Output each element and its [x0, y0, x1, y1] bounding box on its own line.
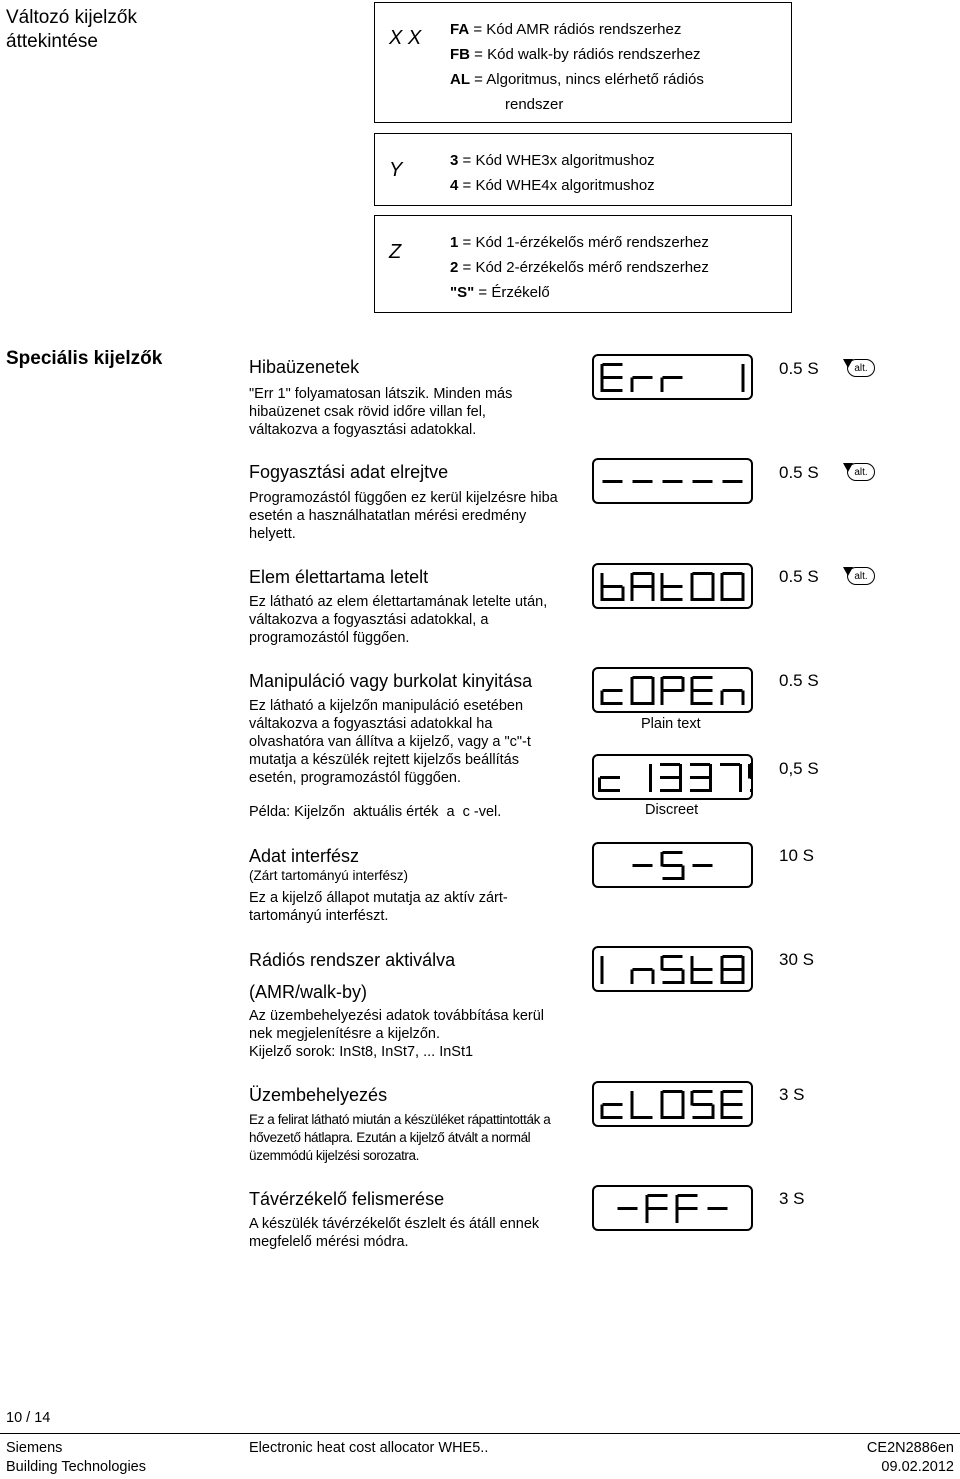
- radio-subtitle: (AMR/walk-by): [249, 982, 368, 1002]
- lcd-segment: [633, 676, 653, 679]
- lcd-segments: [594, 1083, 751, 1125]
- lcd-digit: [649, 764, 652, 792]
- lcd-digit: [721, 572, 745, 601]
- lcd-segment: [678, 1194, 698, 1197]
- lcd-segment: [663, 955, 683, 958]
- lcd-segment: [690, 763, 710, 766]
- lcd-segment: [739, 778, 742, 793]
- lcd-segment: [633, 864, 653, 867]
- lcd-segment: [663, 1090, 683, 1093]
- alternating-badge: alt.: [847, 463, 875, 481]
- lcd-segment: [693, 572, 713, 575]
- box-letter: Y: [389, 159, 403, 181]
- lcd-segment: [648, 1207, 668, 1210]
- lcd-digit: [693, 864, 713, 867]
- lcd-segment: [633, 572, 653, 575]
- lcd-segment: [663, 981, 683, 984]
- interface-text: Ez a kijelző állapot mutatja az aktív zárt-tartományú interfészt.: [249, 890, 508, 924]
- lcd-segment: [631, 587, 634, 602]
- lcd-segment: [660, 789, 680, 792]
- lcd-segment: [603, 702, 623, 705]
- lcd-digit: [661, 573, 683, 601]
- data-hidden-title: Fogyasztási adat elrejtve: [249, 462, 449, 482]
- lcd-segments: [594, 948, 751, 990]
- error-messages-text: "Err 1" folyamatosan látszik. Minden más hibaüzenet csak rövid időre villan fel, váltakozva a fogyasztási adatokkal.: [249, 386, 513, 438]
- box-line: FB = Kód walk-by rádiós rendszerhez: [450, 46, 701, 63]
- lcd-digit: [748, 763, 751, 792]
- lcd-digit: [661, 376, 683, 392]
- lcd-segment: [603, 363, 623, 366]
- lcd-segment: [649, 764, 652, 779]
- interface-title: Adat interfész: [249, 846, 360, 866]
- remote-sensor-title: Távérzékelő felismerése: [249, 1189, 445, 1209]
- lcd-segment: [663, 1116, 683, 1119]
- lcd-digit: [661, 1090, 685, 1119]
- lcd-segment: [663, 480, 683, 483]
- lcd-digit: [633, 864, 653, 867]
- lcd-display-ff: [592, 1185, 753, 1231]
- lcd-segment: [693, 968, 713, 971]
- lcd-segment: [723, 981, 743, 984]
- lcd-digit: [603, 480, 623, 483]
- lcd-segment: [603, 585, 623, 588]
- tamper-example: Példa: Kijelzőn aktuális érték a c -vel.: [249, 804, 502, 820]
- lcd-segment: [708, 1207, 728, 1210]
- lcd-segment: [721, 970, 724, 985]
- lcd-digit: [721, 1090, 743, 1119]
- lcd-segment: [693, 1090, 713, 1093]
- lcd-segment: [622, 587, 625, 602]
- box-line: "S" = Érzékelő: [450, 284, 550, 301]
- lcd-segment: [723, 572, 743, 575]
- lcd-segment: [690, 776, 710, 779]
- variable-displays-title: [6, 6, 137, 54]
- footer-date: 09.02.2012: [881, 1459, 954, 1475]
- remote-sensor-text: A készülék távérzékelőt észlelt és átáll ennek megfelelő mérési módra.: [249, 1216, 540, 1250]
- lcd-segment: [742, 573, 745, 588]
- lcd-digit: [691, 1090, 715, 1119]
- lcd-segment: [603, 480, 623, 483]
- box-line: 3 = Kód WHE3x algoritmushoz: [450, 152, 655, 169]
- lcd-digit: [708, 1207, 728, 1210]
- lcd-digit: [691, 572, 715, 601]
- footer-doc-id: CE2N2886en: [866, 1440, 954, 1456]
- footer-doc-title: Electronic heat cost allocator WHE5..: [249, 1440, 489, 1456]
- box-line: 2 = Kód 2-érzékelős mérő rendszerhez: [450, 259, 709, 276]
- lcd-segment: [693, 689, 713, 692]
- lcd-segment: [693, 480, 713, 483]
- lcd-digit: [631, 968, 655, 984]
- lcd-digit: [661, 676, 685, 705]
- display-duration: 0.5 S: [779, 463, 819, 482]
- lcd-segment: [678, 1207, 698, 1210]
- lcd-segments: [594, 669, 751, 711]
- radio-text-rows: Kijelző sorok: InSt8, InSt7, ... InSt1: [249, 1044, 474, 1060]
- box-letter: X X: [389, 27, 422, 49]
- alternating-badge: alt.: [847, 567, 875, 585]
- box-line: AL = Algoritmus, nincs elérhető rádiós: [450, 71, 704, 88]
- display-duration: 30 S: [779, 950, 814, 969]
- lcd-segment: [742, 364, 745, 379]
- error-messages-title: Hibaüzenetek: [249, 357, 360, 377]
- lcd-segment: [649, 778, 652, 793]
- lcd-segment: [691, 587, 694, 602]
- display-duration: 10 S: [779, 846, 814, 865]
- lcd-segment: [691, 573, 694, 588]
- lcd-display-discreet: [592, 754, 753, 800]
- lcd-segment: [723, 1116, 743, 1119]
- lcd-digit: [723, 480, 743, 483]
- variable-title-line2: áttekintése: [6, 31, 98, 52]
- lcd-segment: [633, 376, 653, 379]
- lcd-segment: [693, 702, 713, 705]
- display-duration: 0,5 S: [779, 759, 819, 778]
- lcd-segment: [663, 689, 683, 692]
- lcd-segments: [594, 356, 751, 398]
- lcd-segment: [652, 970, 655, 985]
- lcd-segment: [633, 585, 653, 588]
- lcd-segment: [690, 789, 710, 792]
- lcd-digit: [676, 1194, 698, 1223]
- data-hidden-text: Programozástól függően ez kerül kijelzésre hiba esetén a használhatatlan mérési eredmény helyett.: [249, 490, 558, 542]
- lcd-digit: [601, 689, 623, 705]
- lcd-segment: [750, 789, 751, 792]
- variable-box-z: [374, 215, 792, 313]
- lcd-segment: [633, 1116, 653, 1119]
- box-line: rendszer: [505, 96, 564, 113]
- lcd-display-err: [592, 354, 753, 400]
- lcd-segments: [594, 460, 751, 502]
- tamper-title: Manipuláció vagy burkolat kinyitása: [249, 671, 533, 691]
- variable-box-xx: [374, 2, 792, 123]
- radio-text: Az üzembehelyezési adatok továbbítása kerül nek megjelenítésre a kijelzőn.: [249, 1008, 545, 1042]
- lcd-segment: [661, 691, 664, 706]
- lcd-segment: [693, 864, 713, 867]
- lcd-segment: [631, 1091, 634, 1106]
- lcd-segment: [682, 1091, 685, 1106]
- lcd-segment: [663, 376, 683, 379]
- lcd-segment: [712, 573, 715, 588]
- lcd-segment: [652, 677, 655, 692]
- lcd-segment: [646, 1209, 649, 1224]
- discreet-caption: Discreet: [645, 802, 699, 818]
- lcd-segment: [742, 691, 745, 706]
- lcd-digit: [618, 1207, 638, 1210]
- lcd-segment: [603, 389, 623, 392]
- lcd-digit: [631, 676, 655, 705]
- lcd-segment: [633, 702, 653, 705]
- lcd-segment: [739, 764, 742, 779]
- commissioning-title: Üzembehelyezés: [249, 1085, 388, 1105]
- lcd-segment: [631, 677, 634, 692]
- display-duration: 3 S: [779, 1189, 805, 1208]
- box-line: 4 = Kód WHE4x algoritmushoz: [450, 177, 655, 194]
- display-duration: 3 S: [779, 1085, 805, 1104]
- radio-title: Rádiós rendszer aktiválva: [249, 950, 456, 970]
- lcd-digit: [601, 1103, 623, 1119]
- lcd-display-dashes: [592, 458, 753, 504]
- lcd-digit: [691, 956, 713, 984]
- lcd-segment: [693, 598, 713, 601]
- lcd-segment: [723, 955, 743, 958]
- box-letter: Z: [389, 241, 402, 263]
- lcd-digit: [660, 763, 682, 792]
- lcd-segment: [601, 956, 604, 971]
- lcd-digit: [742, 364, 745, 392]
- lcd-segment: [693, 981, 713, 984]
- lcd-display-interface: [592, 842, 753, 888]
- lcd-digit: [721, 689, 745, 705]
- lcd-segment: [603, 1116, 623, 1119]
- battery-end-title: Elem élettartama letelt: [249, 567, 429, 587]
- display-duration: 0.5 S: [779, 359, 819, 378]
- lcd-digit: [661, 851, 685, 880]
- lcd-digit: [720, 763, 742, 792]
- lcd-segment: [633, 480, 653, 483]
- lcd-segments: [594, 844, 751, 886]
- interface-subtitle: (Zárt tartományú interfész): [249, 868, 409, 883]
- commissioning-text: Ez a felirat látható miután a készüléket rápattintották a hővezető hátlapra. Ezután a kijelző átvált a normál üzemmódú kijelzési sorozatra.: [249, 1112, 551, 1163]
- lcd-segment: [663, 968, 683, 971]
- lcd-segment: [652, 587, 655, 602]
- footer-company: Siemens: [6, 1440, 63, 1456]
- special-displays-title: Speciális kijelzők: [6, 348, 163, 369]
- lcd-segment: [661, 378, 664, 393]
- lcd-digit: [646, 1194, 668, 1223]
- lcd-segment: [603, 689, 623, 692]
- footer-division: Building Technologies: [6, 1459, 147, 1475]
- lcd-segment: [618, 1207, 638, 1210]
- lcd-digit: [601, 363, 623, 392]
- lcd-digit: [721, 955, 745, 984]
- lcd-segment: [648, 1194, 668, 1197]
- lcd-segment: [723, 968, 743, 971]
- battery-end-text: Ez látható az elem élettartamának letelte után, váltakozva a fogyasztási adatokkal, a programozástól függően.: [249, 594, 548, 646]
- lcd-segment: [633, 968, 653, 971]
- lcd-segment: [742, 378, 745, 393]
- lcd-digit: [690, 763, 712, 792]
- lcd-segment: [601, 970, 604, 985]
- lcd-segment: [721, 587, 724, 602]
- lcd-segment: [693, 1103, 713, 1106]
- lcd-segment: [660, 776, 680, 779]
- box-line: 1 = Kód 1-érzékelős mérő rendszerhez: [450, 234, 709, 251]
- lcd-segment: [603, 1103, 623, 1106]
- lcd-digit: [691, 676, 713, 705]
- lcd-digit: [631, 376, 653, 392]
- lcd-segments: [594, 565, 751, 607]
- lcd-segment: [603, 598, 623, 601]
- footer-divider: [0, 1433, 960, 1434]
- lcd-segment: [723, 598, 743, 601]
- lcd-digit: [601, 573, 625, 601]
- lcd-segment: [750, 776, 751, 779]
- display-duration: 0.5 S: [779, 567, 819, 586]
- lcd-display-open: [592, 667, 753, 713]
- lcd-digit: [661, 955, 685, 984]
- lcd-segment: [660, 763, 680, 766]
- lcd-digit: [663, 480, 683, 483]
- lcd-segment: [661, 1091, 664, 1106]
- lcd-digit: [693, 480, 713, 483]
- lcd-segment: [663, 585, 683, 588]
- lcd-segment: [693, 1116, 713, 1119]
- lcd-segment: [663, 864, 683, 867]
- lcd-segment: [600, 776, 620, 779]
- display-duration: 0.5 S: [779, 671, 819, 690]
- lcd-segment: [663, 851, 683, 854]
- lcd-segment: [723, 1103, 743, 1106]
- plain-text-caption: Plain text: [641, 716, 701, 732]
- lcd-display-install: [592, 946, 753, 992]
- lcd-digit: [633, 480, 653, 483]
- lcd-segment: [721, 573, 724, 588]
- lcd-segment: [723, 1090, 743, 1093]
- lcd-segment: [720, 763, 740, 766]
- variable-box-y: [374, 133, 792, 206]
- lcd-digit: [598, 776, 620, 792]
- lcd-display-battery: [592, 563, 753, 609]
- lcd-segments: [594, 1187, 751, 1229]
- lcd-segment: [631, 378, 634, 393]
- lcd-segment: [631, 970, 634, 985]
- lcd-segment: [631, 691, 634, 706]
- lcd-digit: [631, 1091, 653, 1119]
- lcd-segments: [594, 756, 751, 798]
- alternating-badge: alt.: [847, 359, 875, 377]
- lcd-digit: [601, 956, 604, 984]
- box-line: FA = Kód AMR rádiós rendszerhez: [450, 21, 682, 38]
- lcd-display-close: [592, 1081, 753, 1127]
- lcd-segment: [663, 598, 683, 601]
- lcd-segment: [721, 691, 724, 706]
- lcd-segment: [661, 1105, 664, 1120]
- page-number: 10 / 14: [6, 1410, 51, 1426]
- variable-title-line1: Változó kijelzők: [6, 7, 137, 28]
- lcd-segment: [723, 480, 743, 483]
- lcd-segment: [603, 376, 623, 379]
- lcd-segment: [693, 676, 713, 679]
- tamper-text: Ez látható a kijelzőn manipuláció esetében váltakozva a fogyasztási adatokkal ha olvashatóra van állítva a kijelző, vagy a "c"-t mutatja a készülék rejtett kijelzős beállítás esetén, programozástól függően.: [249, 698, 531, 786]
- lcd-segment: [600, 789, 620, 792]
- lcd-digit: [631, 572, 655, 601]
- lcd-segment: [663, 877, 683, 880]
- lcd-segment: [676, 1209, 679, 1224]
- lcd-segment: [723, 689, 743, 692]
- lcd-segment: [663, 676, 683, 679]
